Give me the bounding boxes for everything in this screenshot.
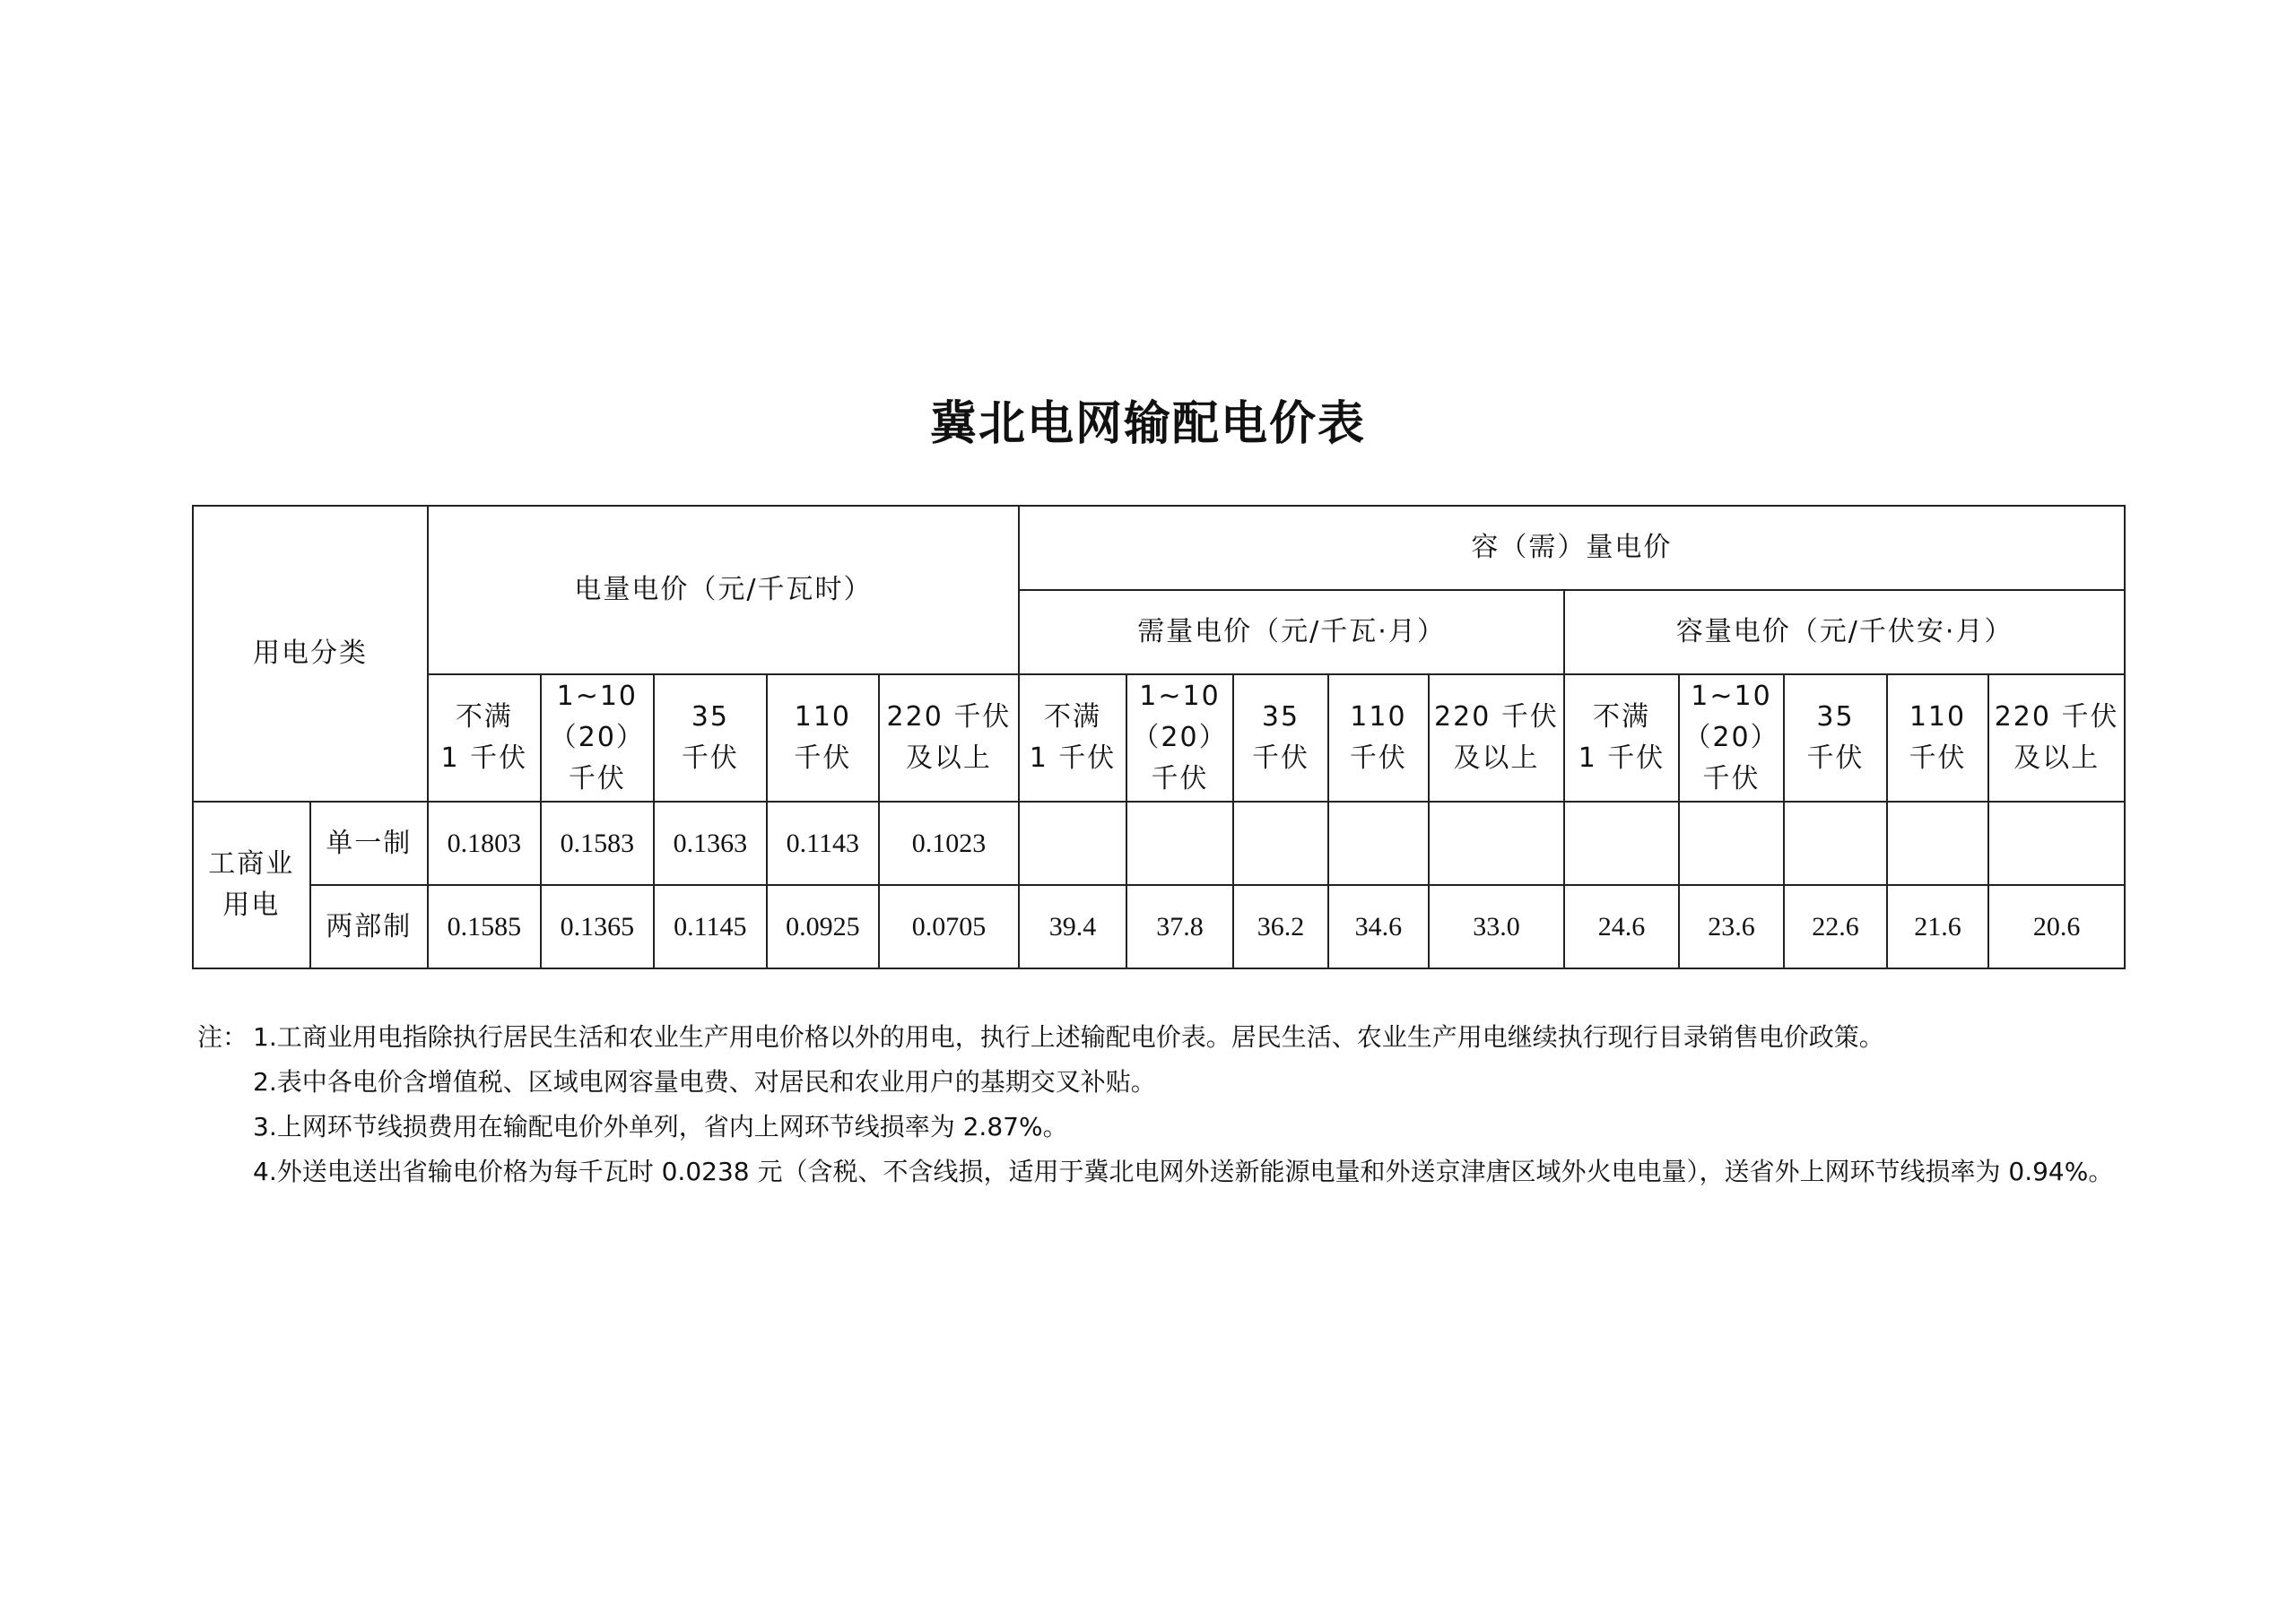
- demand-price-header: 需量电价（元/千瓦·月）: [1019, 590, 1564, 674]
- voltage-header-line: 110: [1350, 701, 1407, 733]
- note-item: 1.工商业用电指除执行居民生活和农业生产用电价格以外的用电，执行上述输配电价表。居民生活、农业生产用电继续执行现行目录销售电价政策。: [253, 1022, 1884, 1052]
- voltage-header-demand: [1126, 674, 1232, 802]
- voltage-header-capacity: [1679, 674, 1784, 802]
- group-label-cell: [193, 802, 310, 968]
- voltage-header-line: 1 千伏: [1578, 742, 1665, 774]
- group-label-line: 用电: [222, 890, 281, 921]
- capacity-price-cell: [1784, 802, 1886, 885]
- voltage-header-line: 不满: [1593, 701, 1650, 733]
- voltage-header-line: 千伏: [568, 763, 626, 794]
- voltage-header-demand: [1328, 674, 1428, 802]
- voltage-header-line: 千伏: [1151, 763, 1209, 794]
- energy-price-cell: 0.1145: [654, 885, 767, 968]
- capacity-demand-header: 容（需）量电价: [1019, 506, 2125, 590]
- demand-price-cell: 33.0: [1429, 885, 1565, 968]
- row-label-two-part: 两部制: [310, 885, 429, 968]
- voltage-header-energy: [879, 674, 1019, 802]
- voltage-header-line: 220 千伏: [1434, 701, 1559, 733]
- voltage-header-capacity: [1784, 674, 1886, 802]
- demand-price-cell: [1328, 802, 1428, 885]
- capacity-price-cell: 21.6: [1887, 885, 1988, 968]
- capacity-price-cell: 20.6: [1988, 885, 2125, 968]
- voltage-header-line: 1 千伏: [1029, 742, 1117, 774]
- voltage-header-line: 及以上: [905, 742, 992, 774]
- voltage-header-line: 35: [1261, 701, 1300, 733]
- voltage-header-line: 及以上: [1453, 742, 1540, 774]
- energy-price-cell: 0.1803: [428, 802, 541, 885]
- voltage-header-line: 千伏: [1909, 742, 1967, 774]
- voltage-header-energy: [541, 674, 655, 802]
- voltage-header-energy: [654, 674, 767, 802]
- voltage-header-demand: [1233, 674, 1328, 802]
- voltage-header-line: 1 千伏: [440, 742, 528, 774]
- notes-prefix: 注：: [197, 1022, 248, 1052]
- demand-price-cell: [1233, 802, 1328, 885]
- voltage-header-line: 220 千伏: [1994, 701, 2119, 733]
- energy-price-cell: 0.0925: [767, 885, 880, 968]
- note-item: 4.外送电送出省输电价格为每千瓦时 0.0238 元（含税、不含线损，适用于冀北电网外送新能源电量和外送京津唐区域外火电电量），送省外上网环节线损率为 0.94%。: [253, 1157, 2114, 1186]
- demand-price-cell: [1126, 802, 1232, 885]
- note-item: 2.表中各电价含增值税、区域电网容量电费、对居民和农业用户的基期交叉补贴。: [253, 1067, 1156, 1097]
- note-item: 3.上网环节线损费用在输配电价外单列，省内上网环节线损率为 2.87%。: [253, 1112, 1068, 1141]
- voltage-header-line: 千伏: [1806, 742, 1865, 774]
- demand-price-cell: [1019, 802, 1126, 885]
- voltage-header-line: 220 千伏: [886, 701, 1012, 733]
- energy-price-cell: 0.1143: [767, 802, 880, 885]
- voltage-header-line: （20）: [1132, 722, 1228, 753]
- voltage-header-line: 千伏: [1251, 742, 1309, 774]
- demand-price-cell: 39.4: [1019, 885, 1126, 968]
- voltage-header-line: 千伏: [794, 742, 852, 774]
- energy-price-cell: 0.1585: [428, 885, 541, 968]
- demand-price-cell: 37.8: [1126, 885, 1232, 968]
- voltage-header-line: 1~10: [1139, 681, 1221, 712]
- voltage-header-line: 不满: [1044, 701, 1101, 733]
- tariff-table: [192, 505, 2126, 969]
- capacity-price-cell: [1679, 802, 1784, 885]
- capacity-price-cell: [1564, 802, 1679, 885]
- voltage-header-line: 千伏: [1349, 742, 1407, 774]
- voltage-header-line: 110: [794, 701, 851, 733]
- energy-price-header: 电量电价（元/千瓦时）: [428, 506, 1019, 674]
- row-label-single: 单一制: [310, 802, 429, 885]
- voltage-header-line: （20）: [1683, 722, 1779, 753]
- energy-price-cell: 0.1023: [879, 802, 1019, 885]
- capacity-price-cell: [1887, 802, 1988, 885]
- energy-price-cell: 0.1583: [541, 802, 655, 885]
- voltage-header-line: （20）: [549, 722, 645, 753]
- voltage-header-line: 及以上: [2013, 742, 2100, 774]
- voltage-header-demand: [1019, 674, 1126, 802]
- voltage-header-line: 不满: [455, 701, 513, 733]
- capacity-price-cell: 23.6: [1679, 885, 1784, 968]
- capacity-price-cell: 22.6: [1784, 885, 1886, 968]
- voltage-header-energy: [428, 674, 541, 802]
- voltage-header-line: 110: [1909, 701, 1967, 733]
- category-header: 用电分类: [193, 506, 428, 802]
- capacity-price-cell: [1988, 802, 2125, 885]
- voltage-header-capacity: [1887, 674, 1988, 802]
- voltage-header-line: 1~10: [1691, 681, 1772, 712]
- voltage-header-line: 1~10: [556, 681, 639, 712]
- voltage-header-line: 千伏: [681, 742, 739, 774]
- demand-price-cell: 36.2: [1233, 885, 1328, 968]
- group-label-line: 工商业: [208, 848, 295, 880]
- voltage-header-energy: [767, 674, 880, 802]
- voltage-header-demand: [1429, 674, 1565, 802]
- voltage-header-line: 35: [1816, 701, 1855, 733]
- energy-price-cell: 0.1365: [541, 885, 655, 968]
- energy-price-cell: 0.0705: [879, 885, 1019, 968]
- demand-price-cell: 34.6: [1328, 885, 1428, 968]
- demand-price-cell: [1429, 802, 1565, 885]
- voltage-header-line: 千伏: [1702, 763, 1761, 794]
- page-title: 冀北电网输配电价表: [929, 396, 1366, 451]
- voltage-header-capacity: [1988, 674, 2125, 802]
- capacity-price-header: 容量电价（元/千伏安·月）: [1564, 590, 2125, 674]
- energy-price-cell: 0.1363: [654, 802, 767, 885]
- capacity-price-cell: 24.6: [1564, 885, 1679, 968]
- voltage-header-capacity: [1564, 674, 1679, 802]
- voltage-header-line: 35: [691, 701, 729, 733]
- notes: [197, 1015, 2126, 1194]
